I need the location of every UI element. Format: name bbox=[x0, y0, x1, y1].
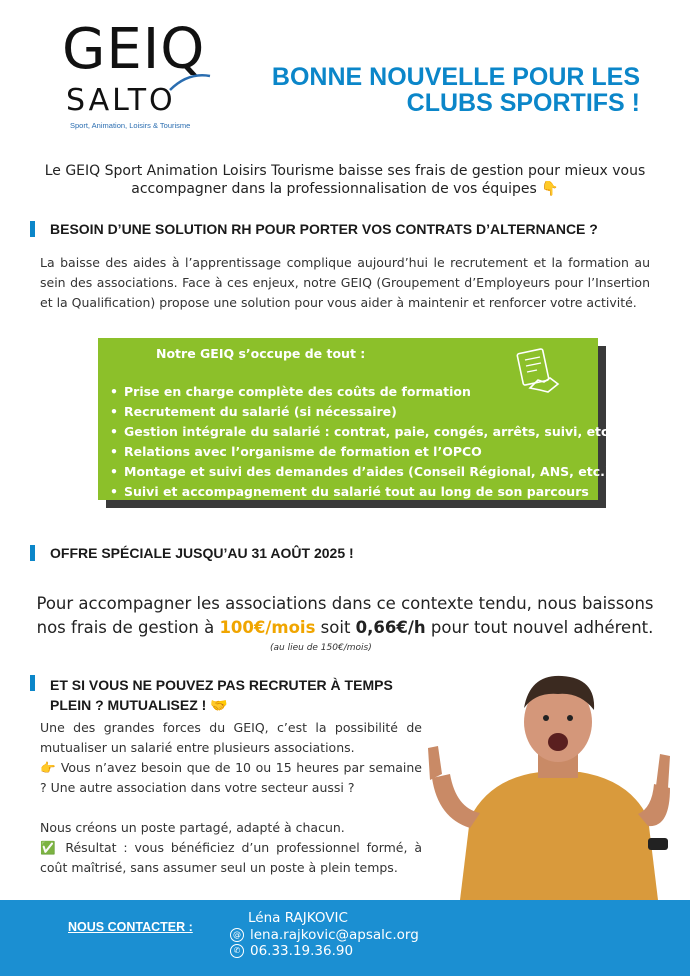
mutualise-title-line-1: ET SI VOUS NE POUVEZ PAS RECRUTER À TEMPS bbox=[50, 677, 393, 693]
intro-line-2: accompagner dans la professionnalisation de vos équipes 👇 bbox=[131, 181, 559, 197]
services-box-title: Notre GEIQ s’occupe de tout : bbox=[156, 346, 366, 361]
list-item: • Recrutement du salarié (si nécessaire) bbox=[110, 402, 613, 422]
contact-phone-row[interactable] bbox=[230, 943, 353, 959]
contact-email-row[interactable] bbox=[230, 927, 419, 943]
footer-contact bbox=[0, 900, 690, 976]
headline-line-1: BONNE NOUVELLE POUR LES bbox=[271, 63, 640, 91]
contact-phone[interactable]: 06.33.19.36.90 bbox=[250, 943, 354, 959]
list-item: • Relations avec l’organisme de formation et l’OPCO bbox=[110, 442, 613, 462]
offer-line-1: Pour accompagner les associations dans ce contexte tendu, nous baissons bbox=[36, 594, 654, 613]
section-rh-paragraph: La baisse des aides à l’apprentissage complique aujourd’hui le recrutement et la formation au sein des associations. Face à ces enjeux, notre GEIQ (Groupement d’Employeurs pour l’Insertion et la Qualification) propose une solution pour vous aider à maintenir et renforcer votre activité. bbox=[40, 255, 650, 310]
headline-line-2: CLUBS SPORTIFS ! bbox=[406, 89, 640, 117]
phone-icon: ✆ bbox=[230, 944, 244, 958]
services-box bbox=[98, 338, 614, 500]
section-title-rh: BESOIN D’UNE SOLUTION RH POUR PORTER VOS CONTRATS D’ALTERNANCE ? bbox=[50, 221, 598, 237]
section-bar bbox=[30, 675, 35, 691]
offer-text bbox=[30, 592, 660, 640]
section-bar bbox=[30, 545, 35, 561]
logo-swoosh-icon bbox=[168, 70, 212, 94]
contact-label: NOUS CONTACTER : bbox=[68, 920, 193, 934]
mutualise-title-line-2: PLEIN ? MUTUALISEZ ! 🤝 bbox=[50, 697, 228, 713]
mutualise-paragraph-1: Une des grandes forces du GEIQ, c’est la possibilité de mutualiser un salarié entre plusieurs associations. bbox=[40, 720, 422, 755]
logo-brand-top: GEIQ bbox=[62, 17, 206, 82]
services-list bbox=[110, 382, 613, 502]
offer-price: 100€/mois bbox=[219, 618, 316, 637]
mutualise-paragraph-3: Nous créons un poste partagé, adapté à chacun. bbox=[40, 820, 345, 835]
contact-email[interactable]: lena.rajkovic@apsalc.org bbox=[250, 927, 419, 943]
list-item: • Gestion intégrale du salarié : contrat, paie, congés, arrêts, suivi, etc. bbox=[110, 422, 613, 442]
logo-tagline: Sport, Animation, Loisirs & Tourisme bbox=[70, 121, 191, 130]
offer-line-2-mid: soit bbox=[315, 618, 356, 637]
contract-handshake-icon bbox=[510, 348, 562, 396]
offer-line-2-pre: nos frais de gestion à bbox=[36, 618, 220, 637]
logo-brand-bottom: SALTO bbox=[66, 83, 176, 118]
list-item: • Montage et suivi des demandes d’aides (Conseil Régional, ANS, etc.) bbox=[110, 462, 613, 482]
excited-man-image bbox=[420, 668, 690, 900]
intro-line-1: Le GEIQ Sport Animation Loisirs Tourisme baisse ses frais de gestion pour mieux vous bbox=[44, 163, 646, 179]
email-icon: @ bbox=[230, 928, 244, 942]
mutualise-paragraph-2: 👉 Vous n’avez besoin que de 10 ou 15 heures par semaine ? Une autre association dans votre secteur aussi ? bbox=[40, 760, 422, 795]
offer-hourly: 0,66€/h bbox=[355, 618, 426, 637]
section-title-mutualise bbox=[50, 675, 393, 715]
list-item: • Suivi et accompagnement du salarié tout au long de son parcours bbox=[110, 482, 613, 502]
section-title-offer: OFFRE SPÉCIALE JUSQU’AU 31 AOÛT 2025 ! bbox=[50, 545, 354, 561]
page-headline bbox=[272, 64, 640, 116]
offer-line-2-post: pour tout nouvel adhérent. bbox=[425, 618, 654, 637]
offer-line-2 bbox=[30, 616, 660, 640]
mutualise-paragraph-4: ✅ Résultat : vous bénéficiez d’un professionnel formé, à coût maîtrisé, sans assumer seul un poste à plein temps. bbox=[40, 840, 422, 875]
section-bar bbox=[30, 221, 35, 237]
intro-text bbox=[40, 162, 650, 198]
contact-name: Léna RAJKOVIC bbox=[248, 910, 348, 926]
offer-note: (au lieu de 150€/mois) bbox=[270, 643, 372, 653]
list-item: • Prise en charge complète des coûts de formation bbox=[110, 382, 613, 402]
